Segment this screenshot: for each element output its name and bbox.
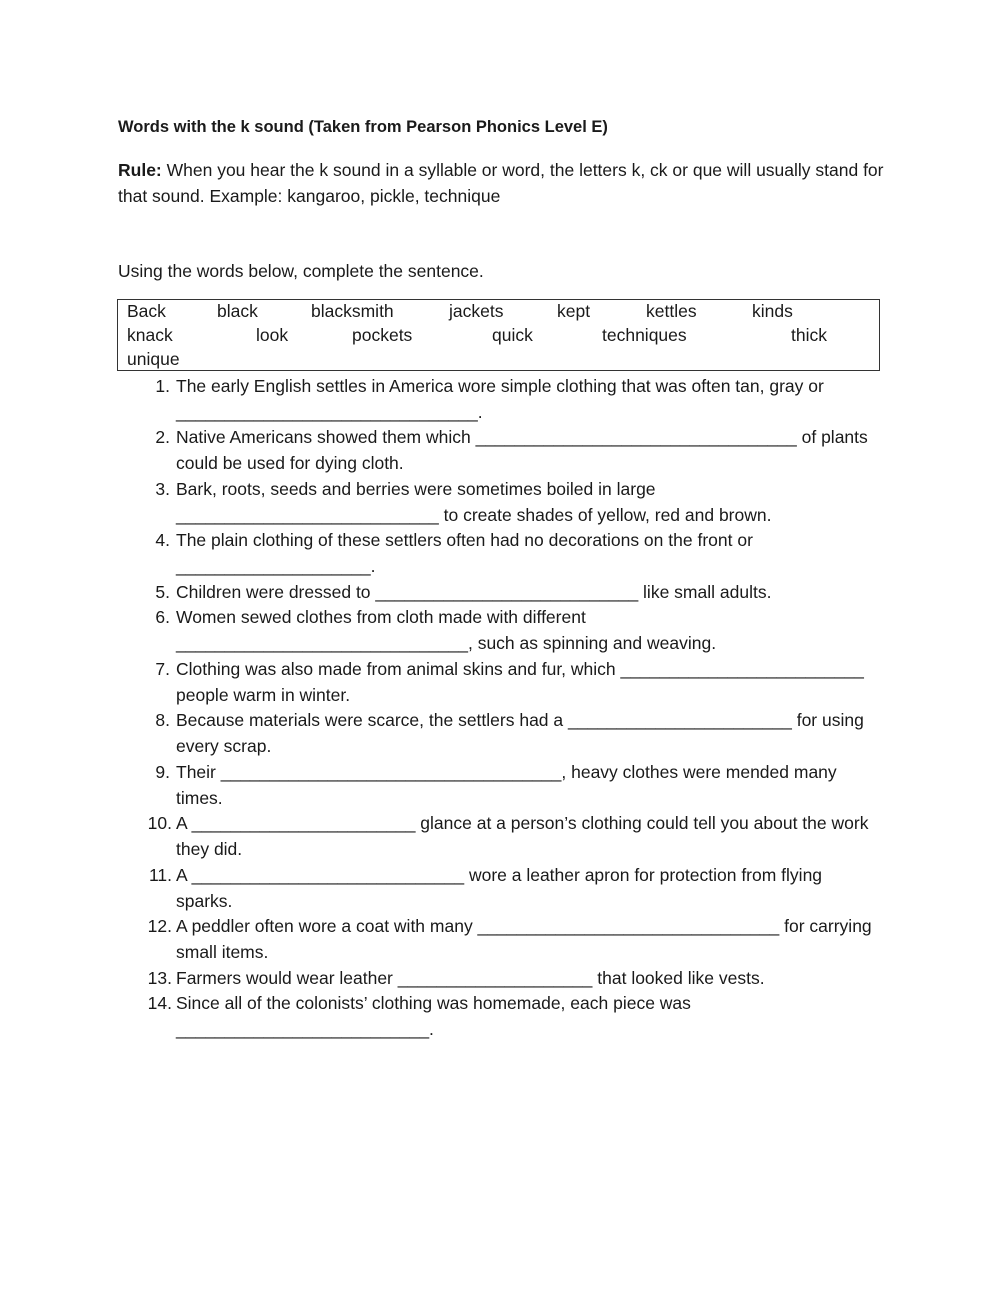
question-number: 8.: [155, 710, 170, 730]
rule-label: Rule:: [118, 160, 162, 180]
question-text: Native Americans showed them which _________________________________ of plants could be used for dying cloth.: [176, 427, 868, 473]
question-item: [155, 579, 881, 605]
question-text: A ____________________________ wore a leather apron for protection from flying sparks.: [176, 865, 823, 911]
question-text: Their ___________________________________, heavy clothes were mended many times.: [176, 762, 837, 808]
question-item: [155, 476, 881, 528]
question-item: [155, 373, 881, 425]
question-item: [147, 990, 881, 1042]
question-number: 2.: [155, 427, 170, 447]
question-text: The plain clothing of these settlers often had no decorations on the front or ____________________.: [176, 530, 753, 576]
word-bank-word: look: [256, 325, 289, 345]
word-bank-word: quick: [492, 325, 533, 345]
question-item: [155, 759, 881, 811]
question-number: 9.: [155, 762, 170, 782]
question-item: [147, 810, 881, 862]
word-bank-word: kettles: [646, 301, 697, 321]
question-text: A peddler often wore a coat with many _______________________________ for carrying small items.: [176, 916, 872, 962]
question-item: [155, 527, 881, 579]
question-number: 12.: [147, 916, 172, 936]
question-number: 3.: [155, 479, 170, 499]
word-bank-word: unique: [127, 349, 180, 369]
rule-paragraph: [118, 157, 888, 209]
worksheet-title: Words with the k sound (Taken from Pearson Phonics Level E): [118, 118, 608, 136]
question-item: [147, 913, 881, 965]
word-bank: [117, 299, 880, 371]
word-bank-word: techniques: [602, 325, 687, 345]
question-number: 5.: [155, 582, 170, 602]
word-bank-word: knack: [127, 325, 173, 345]
question-text: Farmers would wear leather ____________________ that looked like vests.: [176, 968, 765, 988]
word-bank-word: kept: [557, 301, 591, 321]
question-text: Children were dressed to ___________________________ like small adults.: [176, 582, 772, 602]
instruction-text: Using the words below, complete the sentence.: [118, 261, 484, 281]
question-number: 11.: [148, 865, 172, 885]
question-item: [147, 965, 881, 991]
word-bank-word: thick: [791, 325, 827, 345]
question-number: 6.: [155, 607, 170, 627]
word-bank-word: black: [217, 301, 258, 321]
rule-text: When you hear the k sound in a syllable or word, the letters k, ck or que will usually stand for that sound. Example: kangaroo, pickle, technique: [118, 160, 884, 206]
word-bank-word: Back: [127, 301, 166, 321]
question-text: Bark, roots, seeds and berries were sometimes boiled in large ___________________________ to create shades of yellow, red and brown.: [176, 479, 772, 525]
question-text: Because materials were scarce, the settlers had a _______________________ for using every scrap.: [176, 710, 864, 756]
question-text: Women sewed clothes from cloth made with different ______________________________, such as spinning and weaving.: [176, 607, 717, 653]
question-item: [155, 424, 881, 476]
question-text: Clothing was also made from animal skins and fur, which _________________________ people warm in winter.: [176, 659, 864, 705]
word-bank-word: blacksmith: [311, 301, 394, 321]
question-number: 1.: [155, 376, 170, 396]
question-number: 10.: [147, 813, 172, 833]
question-item: [155, 604, 881, 656]
question-item: [155, 707, 881, 759]
word-bank-word: jackets: [449, 301, 504, 321]
question-number: 14.: [147, 993, 172, 1013]
question-text: The early English settles in America wore simple clothing that was often tan, gray or _______________________________.: [176, 376, 824, 422]
question-item: [148, 862, 881, 914]
word-bank-word: kinds: [752, 301, 793, 321]
question-item: [155, 656, 881, 708]
question-text: Since all of the colonists’ clothing was homemade, each piece was __________________________.: [176, 993, 691, 1039]
question-number: 13.: [147, 968, 172, 988]
word-bank-word: pockets: [352, 325, 413, 345]
question-number: 4.: [155, 530, 170, 550]
question-text: A _______________________ glance at a person’s clothing could tell you about the work they did.: [176, 813, 869, 859]
question-number: 7.: [155, 659, 170, 679]
